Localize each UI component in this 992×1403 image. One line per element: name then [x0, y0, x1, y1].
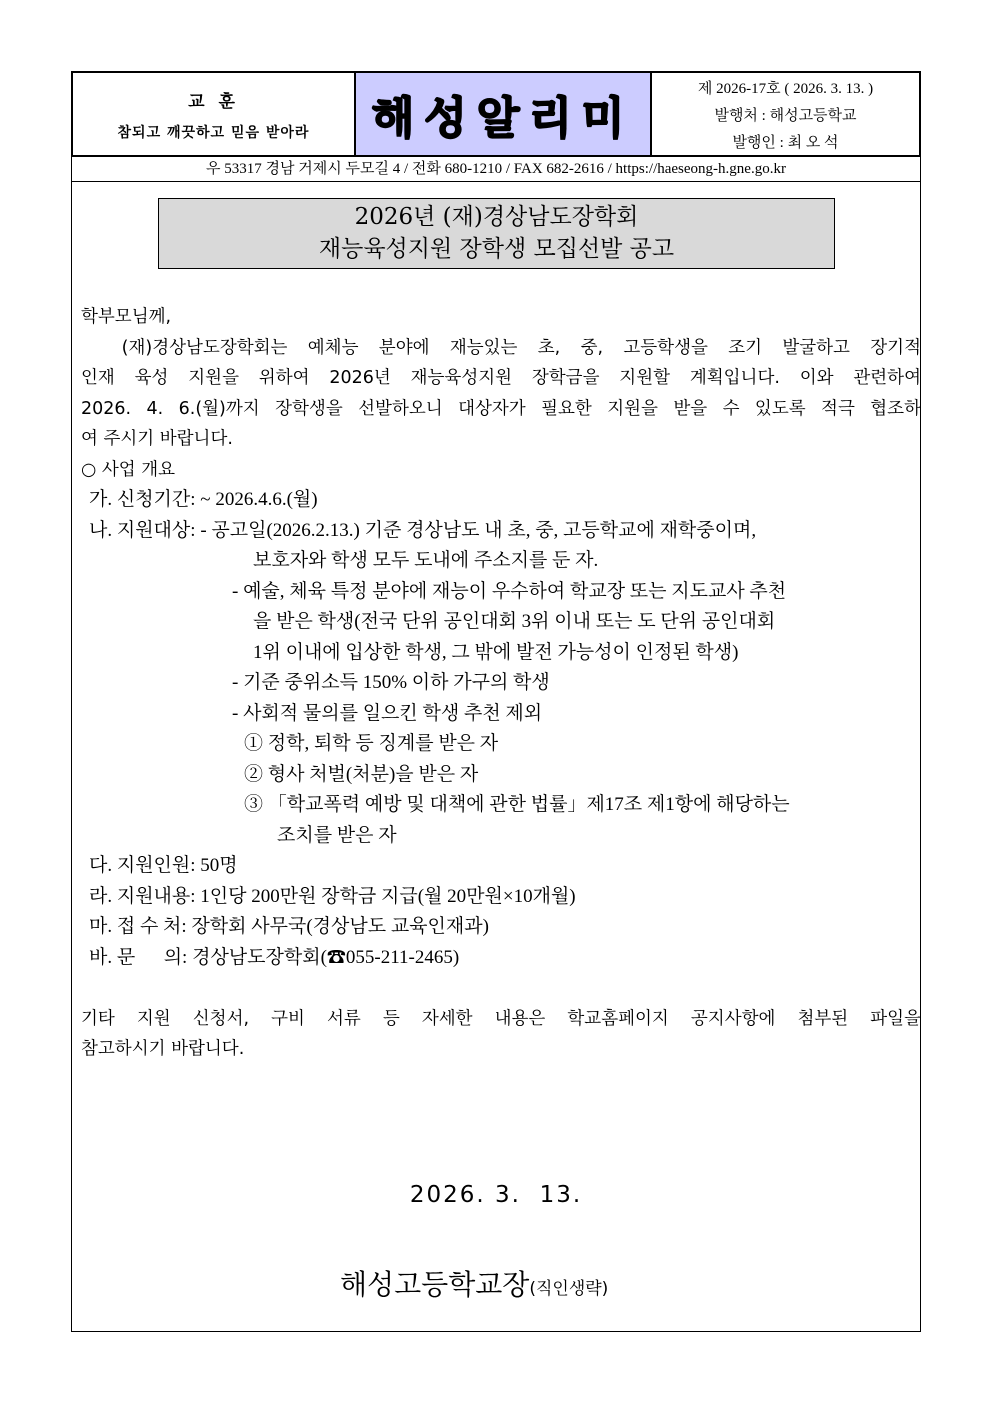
brand-title: 해성알리미: [371, 93, 635, 144]
address-bar: 우 53317 경남 거제시 두모길 4 / 전화 680-1210 / FAX 682-2616 / https://haeseong-h.gne.go.kr: [71, 157, 921, 182]
signature: [340, 1263, 608, 1303]
exclusion-item: ② 형사 처벌(처분)을 받은 자: [244, 763, 479, 785]
salutation: 학부모님께,: [81, 307, 172, 327]
publisher: 발행처 : 해성고등학교: [714, 107, 857, 124]
eligibility-criterion-cont: 1위 이내에 입상한 학생, 그 밖에 발전 가능성이 인정된 학생): [253, 641, 739, 663]
school-motto: [73, 73, 356, 155]
intro-line: (재)경상남도장학회는 예체능 분야에 재능있는 초, 중, 고등학생을 조기 발굴하고 장기적: [81, 337, 921, 358]
eligibility-criterion: - 공고일(2026.2.13.) 기준 경상남도 내 초, 중, 고등학교에 재학중이며,: [200, 519, 757, 541]
eligibility-criterion: - 사회적 물의를 일으킨 학생 추천 제외: [232, 702, 543, 724]
exclusion-item: ③ 「학교폭력 예방 및 대책에 관한 법률」제17조 제1항에 해당하는: [244, 794, 790, 815]
issue-info: [652, 73, 919, 155]
notice-title: [158, 198, 835, 269]
eligibility-criterion: - 예술, 체육 특정 분야에 재능이 우수하여 학교장 또는 지도교사 추천: [232, 580, 787, 602]
issuer: 발행인 : 최 오 석: [732, 134, 839, 151]
eligibility-label: 나. 지원대상:: [89, 519, 201, 541]
newsletter-brand: [356, 73, 652, 155]
spacer: [81, 973, 921, 1004]
newsletter-header: [71, 71, 921, 157]
section-heading: ○ 사업 개요: [81, 459, 176, 480]
title-line-1: 2026년 (재)경상남도장학회: [354, 204, 639, 230]
item-submission-office: 마. 접 수 처: 장학회 사무국(경상남도 교육인재과): [89, 916, 489, 937]
issue-date: 2026. 3. 13.: [409, 1182, 583, 1208]
exclusion-item: ① 정학, 퇴학 등 징계를 받은 자: [244, 733, 499, 754]
eligibility-criterion-cont: 보호자와 학생 모두 도내에 주소지를 둔 자.: [253, 550, 599, 571]
notice-body: [81, 302, 921, 1065]
item-support-content: 라. 지원내용: 1인당 200만원 장학금 지급(월 20만원×10개월): [89, 885, 576, 907]
signer: 해성고등학교장: [340, 1268, 530, 1301]
exclusion-item-cont: 조치를 받은 자: [277, 824, 397, 846]
issue-number: 제 2026-17호 ( 2026. 3. 13. ): [697, 80, 874, 97]
intro-line: 여 주시기 바랍니다.: [81, 429, 233, 449]
eligibility-criterion: - 기준 중위소득 150% 이하 가구의 학생: [232, 672, 550, 693]
item-recipients: 다. 지원인원: 50명: [89, 855, 238, 876]
motto-text: 참되고 깨끗하고 믿음 받아라: [117, 124, 310, 141]
motto-title: 교 훈: [188, 91, 239, 112]
closing-line: 기타 지원 신청서, 구비 서류 등 자세한 내용은 학교홈페이지 공지사항에 첨부된 파일을: [81, 1008, 921, 1029]
closing-line: 참고하시기 바랍니다.: [81, 1039, 245, 1059]
title-line-2: 재능육성지원 장학생 모집선발 공고: [318, 236, 675, 262]
intro-line: 2026. 4. 6.(월)까지 장학생을 선발하오니 대상자가 필요한 지원을 받을 수 있도록 적극 협조하: [81, 398, 921, 419]
item-application-period: 가. 신청기간: ~ 2026.4.6.(월): [89, 489, 318, 510]
eligibility-criterion-cont: 을 받은 학생(전국 단위 공인대회 3위 이내 또는 도 단위 공인대회: [253, 611, 776, 632]
item-inquiry: 바. 문 의: 경상남도장학회(☎055-211-2465): [89, 946, 460, 968]
item-eligibility: [81, 516, 921, 547]
intro-line: 인재 육성 지원을 위하여 2026년 재능육성지원 장학금을 지원할 계획입니다. 이와 관련하여: [81, 368, 921, 388]
seal-note: (직인생략): [529, 1279, 609, 1299]
